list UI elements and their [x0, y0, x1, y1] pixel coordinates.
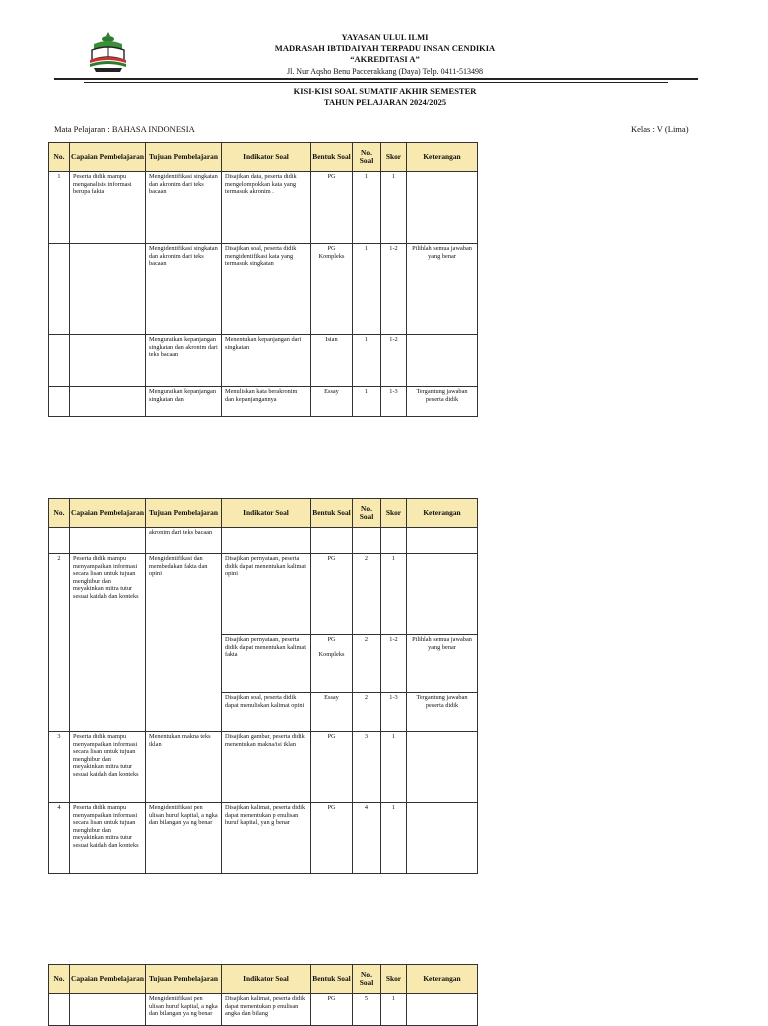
col-capaian: Capaian Pembelajaran	[70, 143, 146, 172]
col-tujuan: Tujuan Pembelajaran	[146, 499, 222, 528]
cell-keterangan	[407, 172, 478, 244]
table-row	[49, 387, 478, 417]
cell-no-soal: 4	[353, 803, 381, 874]
cell-no	[49, 335, 70, 387]
table-row	[49, 244, 478, 335]
cell-indikator: Disajikan kalimat, peserta didik dapat menentukan p enulisan angka dan bilang	[222, 994, 311, 1026]
cell-tujuan: akronim dari teks bacaan	[146, 528, 222, 554]
col-no: No.	[49, 499, 70, 528]
cell-bentuk	[311, 635, 353, 693]
cell-no-soal: 1	[353, 172, 381, 244]
cell-no-soal: 2	[353, 554, 381, 635]
table-row	[49, 528, 478, 554]
col-keterangan: Keterangan	[407, 965, 478, 994]
col-indikator: Indikator Soal	[222, 143, 311, 172]
cell-bentuk	[311, 528, 353, 554]
cell-capaian	[70, 994, 146, 1026]
cell-skor: 1	[381, 554, 407, 635]
cell-bentuk: PG	[311, 172, 353, 244]
col-skor: Skor	[381, 143, 407, 172]
cell-no-soal: 2	[353, 635, 381, 693]
grid-table-3	[48, 964, 478, 1026]
table-row	[49, 803, 478, 874]
col-no: No.	[49, 965, 70, 994]
col-skor: Skor	[381, 965, 407, 994]
bentuk-line-1: PG	[327, 636, 336, 643]
cell-skor: 1-3	[381, 693, 407, 732]
col-no-soal: No. Soal	[353, 143, 381, 172]
col-keterangan: Keterangan	[407, 499, 478, 528]
col-no-soal: No. Soal	[353, 499, 381, 528]
cell-tujuan: Mengidentifikasi pen ulisan huruf kapital, a ngka dan bilangan ya ng benar	[146, 803, 222, 874]
cell-no	[49, 244, 70, 335]
col-no: No.	[49, 143, 70, 172]
cell-no: 2	[49, 554, 70, 732]
cell-tujuan: Mengidentifikasi pen ulisan huruf kapital, a ngka dan bilangan ya ng benar	[146, 994, 222, 1026]
org-name: YAYASAN ULUL ILMI	[341, 32, 429, 42]
cell-bentuk: Isian	[311, 335, 353, 387]
cell-bentuk: PG	[311, 994, 353, 1026]
cell-bentuk: Essay	[311, 693, 353, 732]
table-row	[49, 554, 478, 635]
col-tujuan: Tujuan Pembelajaran	[146, 965, 222, 994]
cell-no: 4	[49, 803, 70, 874]
cell-indikator: Disajikan soal, peserta didik dapat menuliskan kalimat opini	[222, 693, 311, 732]
cell-capaian: Peserta didik mampu menganalisis informasi berupa fakta	[70, 172, 146, 244]
school-logo-icon	[84, 30, 132, 74]
cell-skor: 1	[381, 732, 407, 803]
cell-bentuk: PG	[311, 732, 353, 803]
cell-indikator	[222, 528, 311, 554]
cell-keterangan	[407, 554, 478, 635]
cell-skor: 1-2	[381, 635, 407, 693]
cell-indikator: Disajikan pernyataan, peserta didik dapat menentukan kalimat fakta	[222, 635, 311, 693]
cell-bentuk: Essay	[311, 387, 353, 417]
cell-skor: 1	[381, 172, 407, 244]
school-address: Jl. Nur Aqsho Benu Paccerakkang (Daya) Telp. 0411-513498	[286, 67, 484, 76]
cell-skor: 1-2	[381, 335, 407, 387]
col-skor: Skor	[381, 499, 407, 528]
col-no-soal: No. Soal	[353, 965, 381, 994]
cell-tujuan: Menentukan makna teks iklan	[146, 732, 222, 803]
col-tujuan: Tujuan Pembelajaran	[146, 143, 222, 172]
table-header-row	[49, 143, 478, 172]
cell-tujuan: Menguraikan kepanjangan singkatan dan	[146, 387, 222, 417]
class-label: Kelas : V (Lima)	[631, 124, 689, 134]
cell-keterangan: Pilihlah semua jawaban yang benar	[407, 635, 478, 693]
school-name: MADRASAH IBTIDAIYAH TERPADU INSAN CENDIKIA	[274, 43, 496, 53]
cell-no-soal	[353, 528, 381, 554]
cell-no-soal: 2	[353, 693, 381, 732]
cell-capaian: Peserta didik mampu menyampaikan informasi secara lisan untuk tujuan menghibur dan meyakinkan mitra tutur sesuai kaidah dan konteks	[70, 554, 146, 732]
cell-no-soal: 1	[353, 387, 381, 417]
cell-indikator: Disajikan soal, peserta didik mengidentifikasi kata yang termasuk singkatan	[222, 244, 311, 335]
cell-no-soal: 1	[353, 244, 381, 335]
cell-capaian: Peserta didik mampu menyampaikan informasi secara lisan untuk tujuan menghibur dan meyakinkan mitra tutur sesuai kaidah dan konteks	[70, 803, 146, 874]
accreditation: “AKREDITASI A”	[350, 54, 420, 64]
col-indikator: Indikator Soal	[222, 965, 311, 994]
cell-capaian: Peserta didik mampu menyampaikan informasi secara lisan untuk tujuan menghibur dan meyakinkan mitra tutur sesuai kaidah dan konteks	[70, 732, 146, 803]
bentuk-line-2: Kompleks	[318, 650, 345, 658]
cell-no: 3	[49, 732, 70, 803]
col-keterangan: Keterangan	[407, 143, 478, 172]
header-divider-thick	[54, 78, 698, 80]
cell-capaian	[70, 528, 146, 554]
col-indikator: Indikator Soal	[222, 499, 311, 528]
cell-keterangan	[407, 335, 478, 387]
cell-indikator: Disajikan gambar, peserta didik menentukan makna/isi iklan	[222, 732, 311, 803]
cell-skor: 1	[381, 803, 407, 874]
table-header-row	[49, 499, 478, 528]
cell-bentuk: PG Kompleks	[311, 244, 353, 335]
cell-tujuan: Mengidentifikasi singkatan dan akronim dari teks bacaan	[146, 172, 222, 244]
cell-tujuan: Mengidentifikasi dan membedakan fakta dan opini	[146, 554, 222, 732]
col-bentuk: Bentuk Soal	[311, 143, 353, 172]
subject-label: Mata Pelajaran : BAHASA INDONESIA	[54, 124, 195, 134]
cell-no	[49, 387, 70, 417]
cell-tujuan: Menguraikan kepanjangan singkatan dan akronim dari teks bacaan	[146, 335, 222, 387]
table-row	[49, 732, 478, 803]
cell-tujuan: Mengidentifikasi singkatan dan akronim dari teks bacaan	[146, 244, 222, 335]
cell-keterangan	[407, 528, 478, 554]
col-bentuk: Bentuk Soal	[311, 965, 353, 994]
cell-indikator: Disajikan kalimat, peserta didik dapat menentukan p enulisan huruf kapital, yan g benar	[222, 803, 311, 874]
table-row	[49, 172, 478, 244]
cell-indikator: Menentukan kepanjangan dari singkatan	[222, 335, 311, 387]
cell-skor: 1-2	[381, 244, 407, 335]
col-capaian: Capaian Pembelajaran	[70, 965, 146, 994]
col-capaian: Capaian Pembelajaran	[70, 499, 146, 528]
document-title: KISI-KISI SOAL SUMATIF AKHIR SEMESTER	[293, 86, 477, 96]
cell-bentuk: PG	[311, 554, 353, 635]
grid-table-2	[48, 498, 478, 874]
cell-no: 1	[49, 172, 70, 244]
grid-table-1	[48, 142, 478, 417]
cell-keterangan: Pilihlah semua jawaban yang benar	[407, 244, 478, 335]
cell-capaian	[70, 335, 146, 387]
cell-no-soal: 1	[353, 335, 381, 387]
cell-keterangan: Tergantung jawaban peserta didik	[407, 693, 478, 732]
header-divider-thin	[84, 82, 668, 83]
cell-keterangan	[407, 803, 478, 874]
table-row	[49, 994, 478, 1026]
cell-skor: 1-3	[381, 387, 407, 417]
table-header-row	[49, 965, 478, 994]
cell-no	[49, 994, 70, 1026]
cell-indikator: Disajikan data, peserta didik mengelompokkan kata yang termasuk akronim .	[222, 172, 311, 244]
cell-keterangan: Tergantung jawaban peserta didik	[407, 387, 478, 417]
cell-keterangan	[407, 994, 478, 1026]
academic-year: TAHUN PELAJARAN 2024/2025	[323, 97, 447, 107]
cell-indikator: Disajikan pernyataan, peserta didik dapat menentukan kalimat opini	[222, 554, 311, 635]
cell-indikator: Menuliskan kata berakronim dan kepanjangannya	[222, 387, 311, 417]
cell-capaian	[70, 244, 146, 335]
cell-bentuk: PG	[311, 803, 353, 874]
cell-skor: 1	[381, 994, 407, 1026]
col-bentuk: Bentuk Soal	[311, 499, 353, 528]
cell-no-soal: 5	[353, 994, 381, 1026]
cell-no-soal: 3	[353, 732, 381, 803]
cell-capaian	[70, 387, 146, 417]
cell-no	[49, 528, 70, 554]
cell-skor	[381, 528, 407, 554]
table-row	[49, 335, 478, 387]
cell-keterangan	[407, 732, 478, 803]
